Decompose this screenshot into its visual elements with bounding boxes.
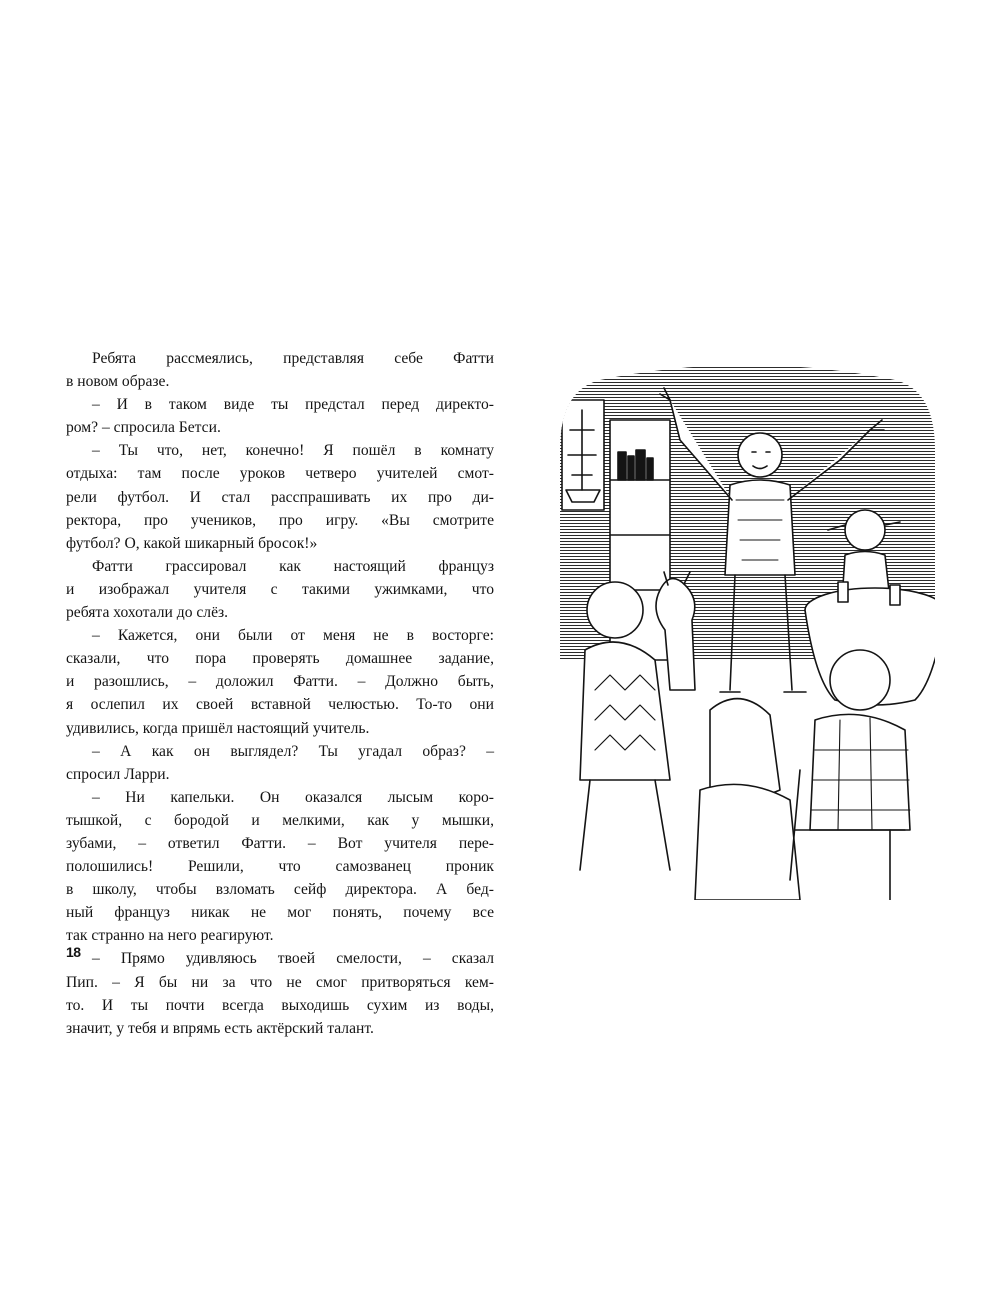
text-line: отдыха: там после уроков четверо учителей смот- — [66, 465, 494, 483]
text-line: ректора, про учеников, про игру. «Вы смотрите — [66, 511, 494, 529]
text-line: – А как он выглядел? Ты угадал образ? – — [92, 742, 494, 760]
body-text — [66, 347, 494, 1040]
text-line: зубами, – ответил Фатти. – Вот учителя пере- — [66, 834, 494, 852]
text-line: – Кажется, они были от меня не в восторге: — [92, 627, 494, 645]
text-line: сказали, что пора проверять домашнее задание, — [66, 650, 494, 668]
text-line: Пип. – Я бы ни за что не смог притворяться кем- — [66, 973, 494, 991]
text-line: удивились, когда пришёл настоящий учитель. — [66, 719, 370, 737]
text-line: ром? – спросила Бетси. — [66, 419, 221, 437]
text-line: Фатти грассировал как настоящий француз — [92, 557, 494, 575]
text-line: ребята хохотали до слёз. — [66, 604, 229, 622]
text-line: то. И ты почти всегда выходишь сухим из воды, — [66, 996, 494, 1014]
text-line: ный француз никак не мог понять, почему все — [66, 904, 494, 922]
text-line: – И в таком виде ты предстал перед директо- — [92, 396, 494, 414]
text-line: я ослепил их своей вставной челюстью. То-то они — [66, 696, 494, 714]
text-line: значит, у тебя и впрямь есть актёрский талант. — [66, 1019, 374, 1037]
text-line: спросил Ларри. — [66, 765, 170, 783]
text-line: – Прямо удивляюсь твоей смелости, – сказал — [92, 950, 494, 968]
page-number: 18 — [66, 944, 81, 960]
text-line: так странно на него реагируют. — [66, 927, 274, 945]
text-line: – Ни капельки. Он оказался лысым коро- — [92, 788, 494, 806]
text-line: футбол? О, какой шикарный бросок!» — [66, 534, 318, 552]
text-line: в школу, чтобы взломать сейф директора. А бед- — [66, 881, 494, 899]
text-line: в новом образе. — [66, 373, 170, 391]
text-line: тышкой, с бородой и мелкими, как у мышки, — [66, 811, 494, 829]
text-line: Ребята рассмеялись, представляя себе Фатти — [92, 350, 494, 367]
girl-center — [695, 699, 800, 900]
text-line: рели футбол. И стал расспрашивать их про ди- — [66, 488, 494, 506]
text-line: и изображал учителя с такими ужимками, что — [66, 580, 494, 598]
illustration — [560, 360, 935, 900]
ship-picture — [562, 400, 604, 510]
text-line: полошились! Решили, что самозванец проник — [66, 858, 494, 876]
text-line: и разошлись, – доложил Фатти. – Должно быть, — [66, 673, 494, 691]
text-line: – Ты что, нет, конечно! Я пошёл в комнату — [92, 442, 494, 460]
